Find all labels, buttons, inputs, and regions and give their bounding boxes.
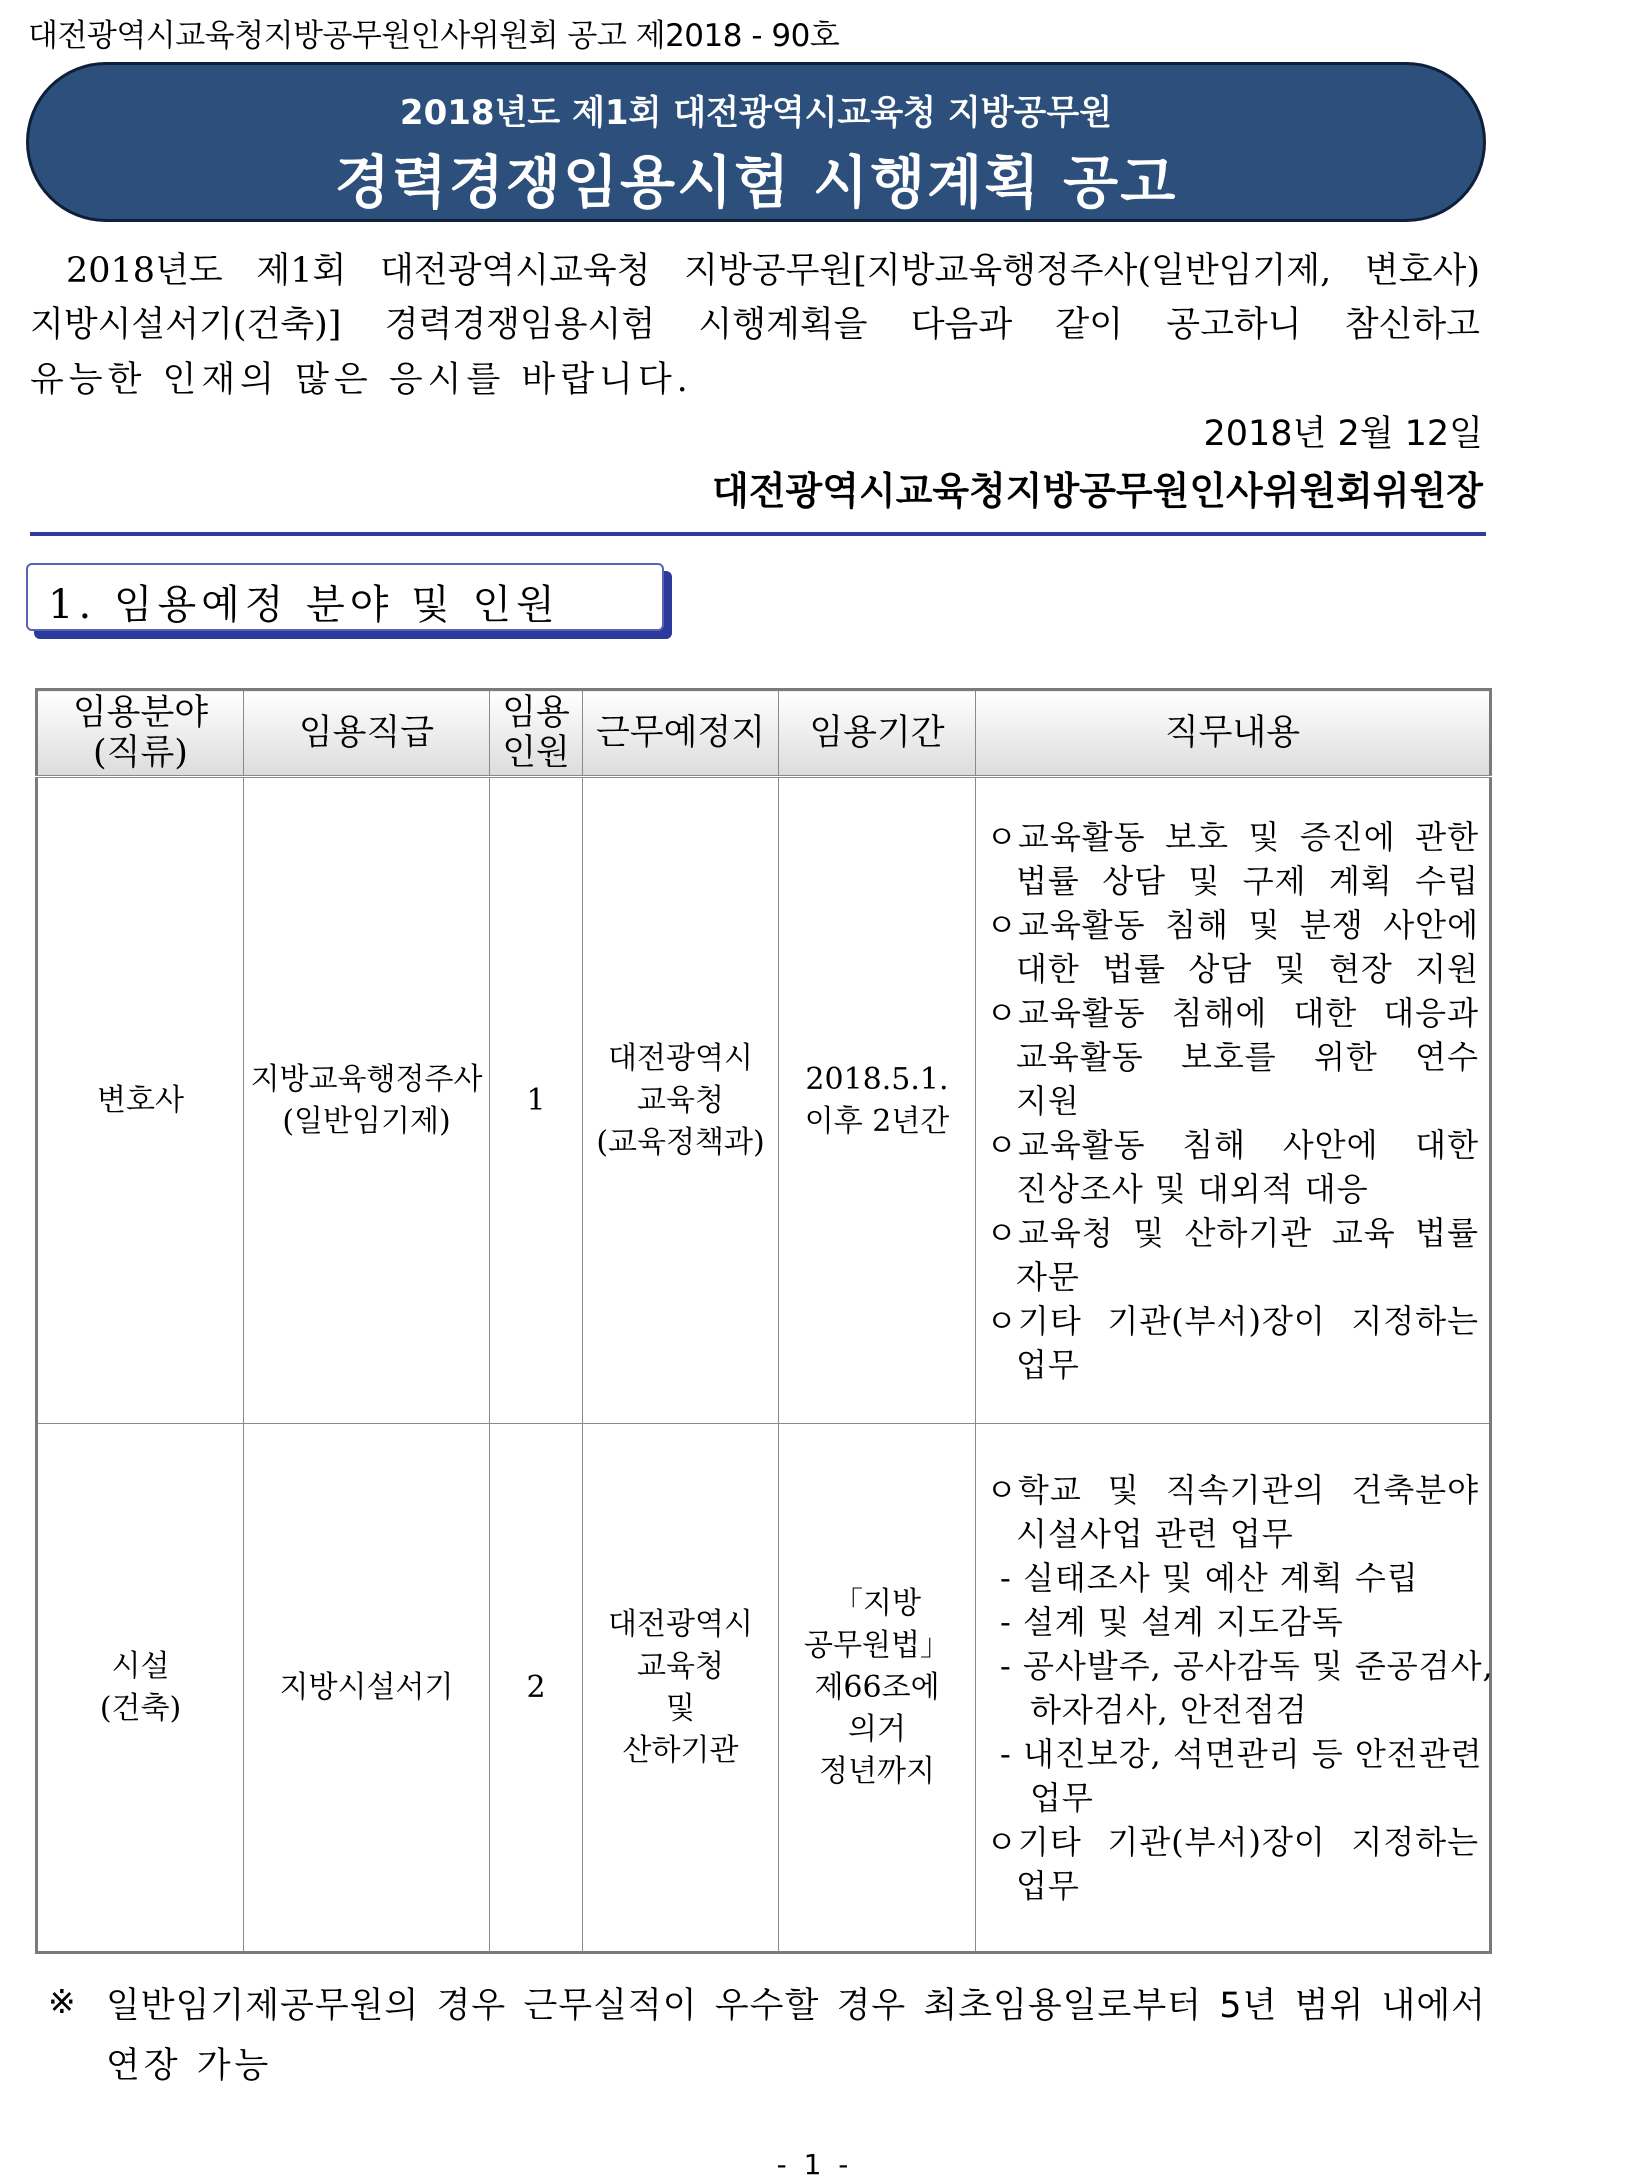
period-line-2: 이후 2년간 bbox=[804, 1103, 950, 1139]
intro-line-2: 지방시설서기(건축)] 경력경쟁임용시험 시행계획을 다음과 같이 공고하니 참신하고 bbox=[30, 305, 1480, 345]
notice-number: 대전광역시교육청지방공무원인사위원회 공고 제2018 - 90호 bbox=[28, 18, 840, 54]
duty-line: - 설계 및 설계 지도감독 bbox=[1000, 1602, 1344, 1641]
duty-line: ㅇ교육청 및 산하기관 교육 법률 bbox=[986, 1213, 1479, 1252]
page-number: - 1 - bbox=[776, 2148, 853, 2181]
duty-line: ㅇ교육활동 침해 및 분쟁 사안에 bbox=[986, 905, 1479, 944]
intro-line-3: 유능한 인재의 많은 응시를 바랍니다. bbox=[30, 360, 693, 400]
duty-line: ㅇ기타 기관(부서)장이 지정하는 bbox=[986, 1301, 1479, 1340]
duty-line: 교육활동 보호를 위한 연수 bbox=[1016, 1037, 1479, 1076]
duty-line: 업무 bbox=[1030, 1778, 1094, 1817]
cell-grade: 지방시설서기 bbox=[244, 1424, 490, 1953]
location-line-1: 대전광역시 bbox=[608, 1040, 753, 1076]
period-line-4: 의거 bbox=[848, 1711, 906, 1747]
duty-line: 법률 상담 및 구제 계획 수립 bbox=[1016, 861, 1479, 900]
notice-date: 2018년 2월 12일 bbox=[1203, 414, 1483, 454]
duty-line: 자문 bbox=[1016, 1257, 1080, 1296]
grade-line-1: 지방교육행정주사 bbox=[250, 1061, 483, 1097]
header-field-line-1: 임용분야 bbox=[72, 693, 209, 733]
duty-line: ㅇ학교 및 직속기관의 건축분야 bbox=[986, 1470, 1479, 1509]
period-line-3: 제66조에 bbox=[814, 1669, 940, 1705]
location-line-2: 교육청 bbox=[637, 1082, 724, 1118]
duty-line: ㅇ교육활동 보호 및 증진에 관한 bbox=[986, 817, 1479, 856]
duty-line: ㅇ교육활동 침해에 대한 대응과 bbox=[986, 993, 1479, 1032]
recruitment-table bbox=[35, 688, 1492, 1954]
cell-count: 2 bbox=[490, 1424, 583, 1953]
period-line-5: 정년까지 bbox=[819, 1753, 935, 1789]
header-count-line-1: 임용 bbox=[502, 693, 570, 733]
duty-line: 대한 법률 상담 및 현장 지원 bbox=[1016, 949, 1479, 988]
section-divider bbox=[30, 532, 1486, 536]
header-period: 임용기간 bbox=[779, 690, 976, 777]
footnote-line-2: 연장 가능 bbox=[106, 2046, 273, 2086]
section-heading-box bbox=[26, 563, 664, 631]
footnote-line-1: 일반임기제공무원의 경우 근무실적이 우수할 경우 최초임용일로부터 5년 범위 내에서 bbox=[106, 1986, 1486, 2026]
field-line-2: (건축) bbox=[99, 1690, 182, 1726]
duty-line: - 실태조사 및 예산 계획 수립 bbox=[1000, 1558, 1419, 1597]
duty-line: ㅇ교육활동 침해 사안에 대한 bbox=[986, 1125, 1479, 1164]
duty-line: ㅇ기타 기관(부서)장이 지정하는 bbox=[986, 1822, 1479, 1861]
title-banner bbox=[26, 62, 1486, 222]
duty-line: 진상조사 및 대외적 대응 bbox=[1016, 1169, 1369, 1208]
cell-grade bbox=[244, 777, 490, 1424]
banner-title: 경력경쟁임용시험 시행계획 공고 bbox=[334, 150, 1178, 216]
section-title: 1. 임용예정 분야 및 인원 bbox=[48, 582, 560, 628]
duty-line: 지원 bbox=[1016, 1081, 1080, 1120]
cell-field bbox=[37, 1424, 244, 1953]
header-grade: 임용직급 bbox=[244, 690, 490, 777]
header-duties: 직무내용 bbox=[976, 690, 1491, 777]
table-header-row bbox=[37, 690, 1491, 777]
location-line-1: 대전광역시 bbox=[608, 1606, 753, 1642]
cell-location bbox=[583, 1424, 779, 1953]
header-location: 근무예정지 bbox=[583, 690, 779, 777]
location-line-3: (교육정책과) bbox=[596, 1124, 765, 1160]
field-line-1: 시설 bbox=[111, 1648, 170, 1684]
cell-period bbox=[779, 1424, 976, 1953]
intro-paragraph bbox=[30, 244, 1480, 352]
cell-location bbox=[583, 777, 779, 1424]
location-line-4: 산하기관 bbox=[622, 1732, 739, 1768]
duty-line: - 내진보강, 석면관리 등 안전관련 bbox=[1000, 1734, 1483, 1773]
cell-field: 변호사 bbox=[37, 777, 244, 1424]
banner-subtitle: 2018년도 제1회 대전광역시교육청 지방공무원 bbox=[399, 93, 1113, 133]
footnote-mark: ※ bbox=[48, 1982, 76, 2021]
period-line-1: 「지방 bbox=[833, 1585, 921, 1621]
duty-line: 하자검사, 안전점검 bbox=[1030, 1690, 1308, 1729]
period-line-2: 공무원법」 bbox=[804, 1627, 950, 1663]
duty-line: 업무 bbox=[1016, 1345, 1080, 1384]
cell-period bbox=[779, 777, 976, 1424]
header-count bbox=[490, 690, 583, 777]
grade-line-2: (일반임기제) bbox=[282, 1103, 451, 1139]
table-row bbox=[37, 777, 1491, 1424]
period-line-1: 2018.5.1. bbox=[805, 1061, 949, 1097]
header-field-line-2: (직류) bbox=[93, 733, 188, 773]
header-field bbox=[37, 690, 244, 777]
signer: 대전광역시교육청지방공무원인사위원회위원장 bbox=[712, 469, 1483, 513]
location-line-2: 교육청 bbox=[637, 1648, 724, 1684]
header-count-line-2: 인원 bbox=[502, 733, 570, 773]
table-row bbox=[37, 1424, 1491, 1953]
duty-line: 업무 bbox=[1016, 1866, 1080, 1905]
location-line-3: 및 bbox=[666, 1690, 695, 1726]
duty-line: - 공사발주, 공사감독 및 준공검사, bbox=[1000, 1646, 1494, 1685]
cell-duties bbox=[976, 777, 1491, 1424]
cell-duties bbox=[976, 1424, 1494, 1953]
duty-line: 시설사업 관련 업무 bbox=[1016, 1514, 1294, 1553]
cell-count: 1 bbox=[490, 777, 583, 1424]
intro-line-1: 2018년도 제1회 대전광역시교육청 지방공무원[지방교육행정주사(일반임기제, 변호사) bbox=[66, 251, 1480, 291]
